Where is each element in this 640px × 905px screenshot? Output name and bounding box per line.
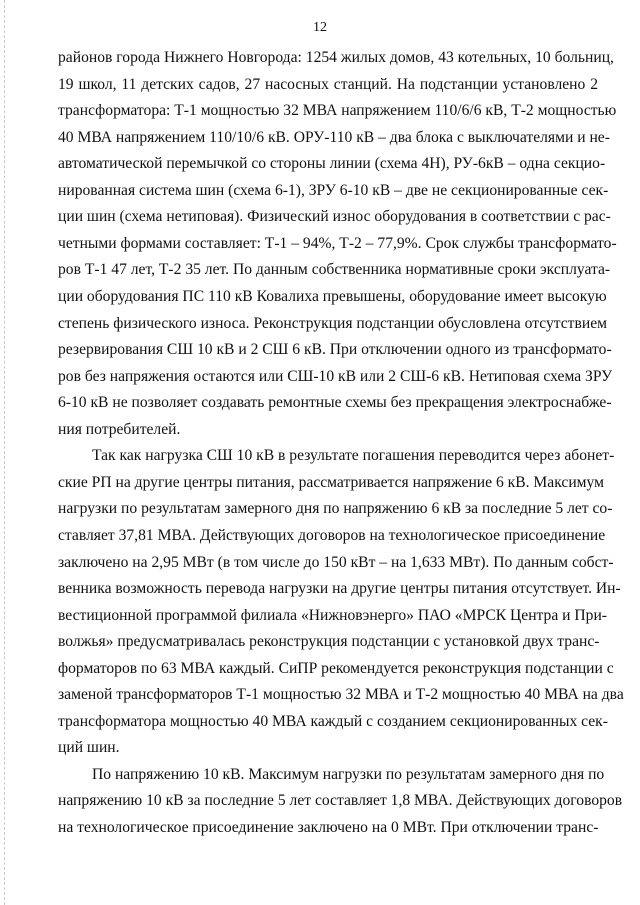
text-line: ров без напряжения остаются или СШ-10 кВ или 2 СШ-6 кВ. Нетиповая схема ЗРУ (58, 367, 613, 385)
text-line: 19 школ, 11 детских садов, 27 насосных станций. На подстанции установлено 2 (58, 75, 598, 93)
text-line: ния потребителей. (58, 420, 181, 438)
text-line: трансформатора мощностью 40 МВА каждый с созданием секционированных сек- (58, 712, 608, 730)
text-line: заключено на 2,95 МВт (в том числе до 150 кВт – на 1,633 МВт). По данным собст- (58, 553, 614, 571)
text-line: венника возможность перевода нагрузки на другие центры питания отсутствует. Ин- (58, 580, 621, 597)
page-left-edge (4, 0, 5, 905)
page-number: 12 (313, 20, 327, 35)
text-line: районов города Нижнего Новгорода: 1254 жилых домов, 43 котельных, 10 больниц, (58, 49, 614, 66)
text-line: форматоров по 63 МВА каждый. СиПР рекомендуется реконструкция подстанции с (58, 659, 614, 677)
text-line: на технологическое присоединение заключено на 0 МВт. При отключении транс- (58, 819, 599, 836)
text-line: ров Т-1 47 лет, Т-2 35 лет. По данным собственника нормативные сроки эксплуата- (58, 261, 611, 279)
text-line: 6-10 кВ не позволяет создавать ремонтные схемы без прекращения электроснабже- (58, 394, 612, 412)
text-line: вестиционной программой филиала «Нижновэнерго» ПАО «МРСК Центра и При- (58, 606, 608, 624)
text-line: напряжению 10 кВ за последние 5 лет составляет 1,8 МВА. Действующих договоров (58, 792, 623, 810)
text-line: нированная система шин (схема 6-1), ЗРУ 6-10 кВ – две не секционированные сек- (58, 181, 609, 199)
text-line: ции оборудования ПС 110 кВ Ковалиха превышены, оборудование имеет высокую (58, 288, 607, 305)
text-line: ций шин. (58, 739, 120, 757)
text-line: четными формами составляет: Т-1 – 94%, Т-2 – 77,9%. Срок службы трансформато- (58, 234, 617, 252)
text-line: 40 МВА напряжением 110/10/6 кВ. ОРУ-110 кВ – два блока с выключателями и не- (58, 128, 610, 146)
text-line: ские РП на другие центры питания, рассматривается напряжение 6 кВ. Максимум (58, 473, 605, 491)
text-line: автоматической перемычкой со стороны линии (схема 4Н), РУ-6кВ – одна секцио- (58, 155, 606, 173)
text-line: резервирования СШ 10 кВ и 2 СШ 6 кВ. При отключении одного из трансформато- (58, 341, 612, 359)
text-line: ции шин (схема нетиповая). Физический износ оборудования в соответствии с рас- (58, 208, 611, 226)
text-line: заменой трансформаторов Т-1 мощностью 32 МВА и Т-2 мощностью 40 МВА на два (58, 686, 624, 704)
text-line: степень физического износа. Реконструкция подстанции обусловлена отсутствием (58, 314, 607, 332)
text-line: ставляет 37,81 МВА. Действующих договоров на технологическое присоединение (58, 526, 606, 544)
text-line: волжья» предусматривалась реконструкция подстанции с установкой двух транс- (58, 633, 600, 651)
text-line: Так как нагрузка СШ 10 кВ в результате погашения переводится через абонет- (92, 447, 615, 465)
text-line: нагрузки по результатам замерного дня по напряжению 6 кВ за последние 5 лет со- (58, 500, 613, 518)
text-line: трансформатора: Т-1 мощностью 32 МВА напряжением 110/6/6 кВ, Т-2 мощностью (58, 102, 617, 120)
text-line: По напряжению 10 кВ. Максимум нагрузки по результатам замерного дня по (92, 765, 605, 783)
